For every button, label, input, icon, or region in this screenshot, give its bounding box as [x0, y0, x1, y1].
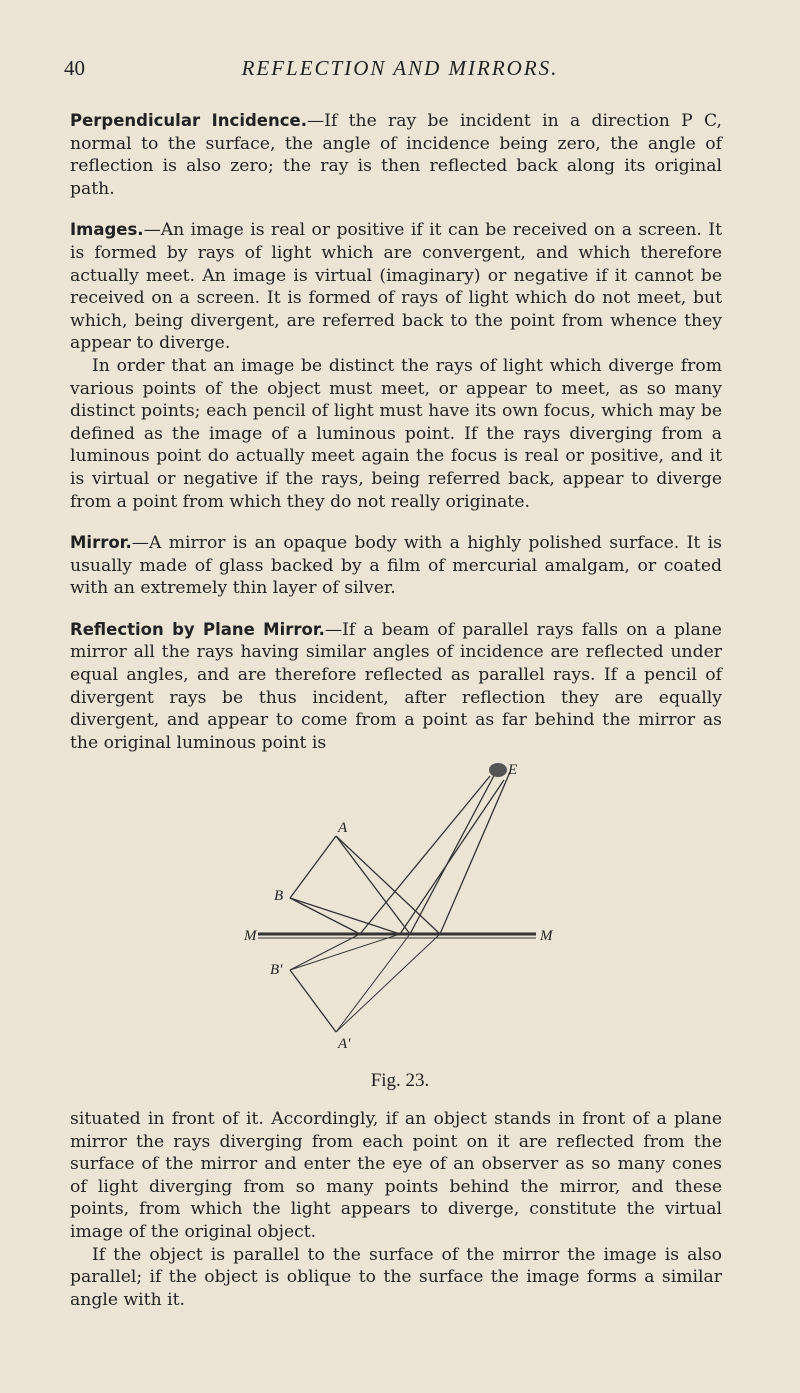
paragraph-perpendicular-incidence	[70, 110, 722, 200]
reflected-ray	[360, 776, 490, 934]
page-number: 40	[64, 56, 85, 80]
heading-images: Images.	[70, 220, 144, 240]
paragraph-images	[70, 219, 722, 355]
heading-perpendicular-incidence: Perpendicular Incidence.	[70, 111, 307, 130]
paragraph-text: —An image is real or positive if it can be received on a screen. It is formed by rays of light which are convergent, and which therefore actually meet. An image is virtual (imaginary) or negative if it cannot be received on a screen. It is formed of rays of light which do not meet, but which, being divergent, are referred back to the point from whence they appear to diverge.	[70, 220, 722, 354]
paragraph-text: —If the ray be incident in a direction P C, normal to the surface, the angle of incidence being zero, the angle of reflection is also zero; the ray is then reflected back along its original path.	[70, 111, 722, 199]
virtual-ray	[290, 934, 400, 970]
incident-ray	[336, 836, 440, 934]
paragraph-text: In order that an image be distinct the rays of light which diverge from various points of the object must meet, or appear to meet, as so many distinct points; each pencil of light must have its own focus, which may be defined as the image of a luminous point. If the rays diverging from a luminous point do actually meet again the focus is real or positive, and it is virtual or negative if the rays, being referred back, appear to diverge from a point from which they do not really originate.	[70, 355, 722, 512]
label-a: A	[338, 820, 348, 836]
eye-icon	[489, 763, 507, 777]
label-b: B	[274, 888, 284, 904]
paragraph-plane-mirror	[70, 619, 722, 755]
figure-caption: Fig. 23.	[370, 1070, 430, 1091]
paragraph-distinct-image	[70, 355, 722, 513]
heading-plane-mirror: Reflection by Plane Mirror.	[70, 619, 325, 639]
text-block-bottom	[70, 1108, 722, 1330]
label-b-prime: B'	[270, 962, 283, 978]
paragraph-text: If the object is parallel to the surface of the mirror the image is also parallel; if the object is oblique to the surface the image forms a similar angle with it.	[70, 1244, 722, 1310]
paragraph-mirror	[70, 532, 722, 600]
label-m-right: M	[540, 928, 553, 944]
running-head: REFLECTION AND MIRRORS.	[241, 56, 559, 80]
text-block-top	[70, 110, 722, 773]
label-a-prime: A'	[338, 1036, 351, 1052]
paragraph-text: —A mirror is an opaque body with a highly polished surface. It is usually made of glass backed by a film of mercurial amalgam, or coated with an extremely thin layer of silver.	[70, 533, 722, 599]
virtual-ray	[336, 934, 440, 1032]
page-header	[64, 56, 736, 86]
paragraph-situated	[70, 1108, 722, 1244]
reflected-ray	[440, 772, 510, 934]
figure-23	[240, 750, 560, 1090]
virtual-ray	[336, 934, 410, 1032]
virtual-ray	[290, 934, 360, 970]
paragraph-text: situated in front of it. Accordingly, if an object stands in front of a plane mirror the rays diverging from each point on it are reflected from the surface of the mirror and enter the eye of an observer as so many cones of light diverging from so many points behind the mirror, and these points, from which the light appears to diverge, constitute the virtual image of the original object.	[70, 1109, 722, 1242]
reflected-ray	[400, 780, 504, 934]
label-m-left: M	[244, 928, 257, 944]
incident-ray	[290, 898, 400, 934]
heading-mirror: Mirror.	[70, 533, 132, 553]
incident-ray	[290, 898, 360, 934]
label-e: E	[508, 762, 518, 778]
incident-ray	[336, 836, 410, 934]
image-line	[290, 970, 336, 1032]
reflected-ray	[410, 768, 498, 934]
paragraph-text: —If a beam of parallel rays falls on a plane mirror all the rays having similar angles of incidence are reflected under equal angles, and are therefore reflected as parallel rays. If a pencil of divergent rays be thus incident, after reflection they are equally divergent, and appear to come from a point as far behind the mirror as the original luminous point is	[70, 619, 722, 753]
object-line	[290, 836, 336, 898]
reflection-diagram	[240, 750, 560, 1070]
paragraph-parallel-object	[70, 1244, 722, 1312]
